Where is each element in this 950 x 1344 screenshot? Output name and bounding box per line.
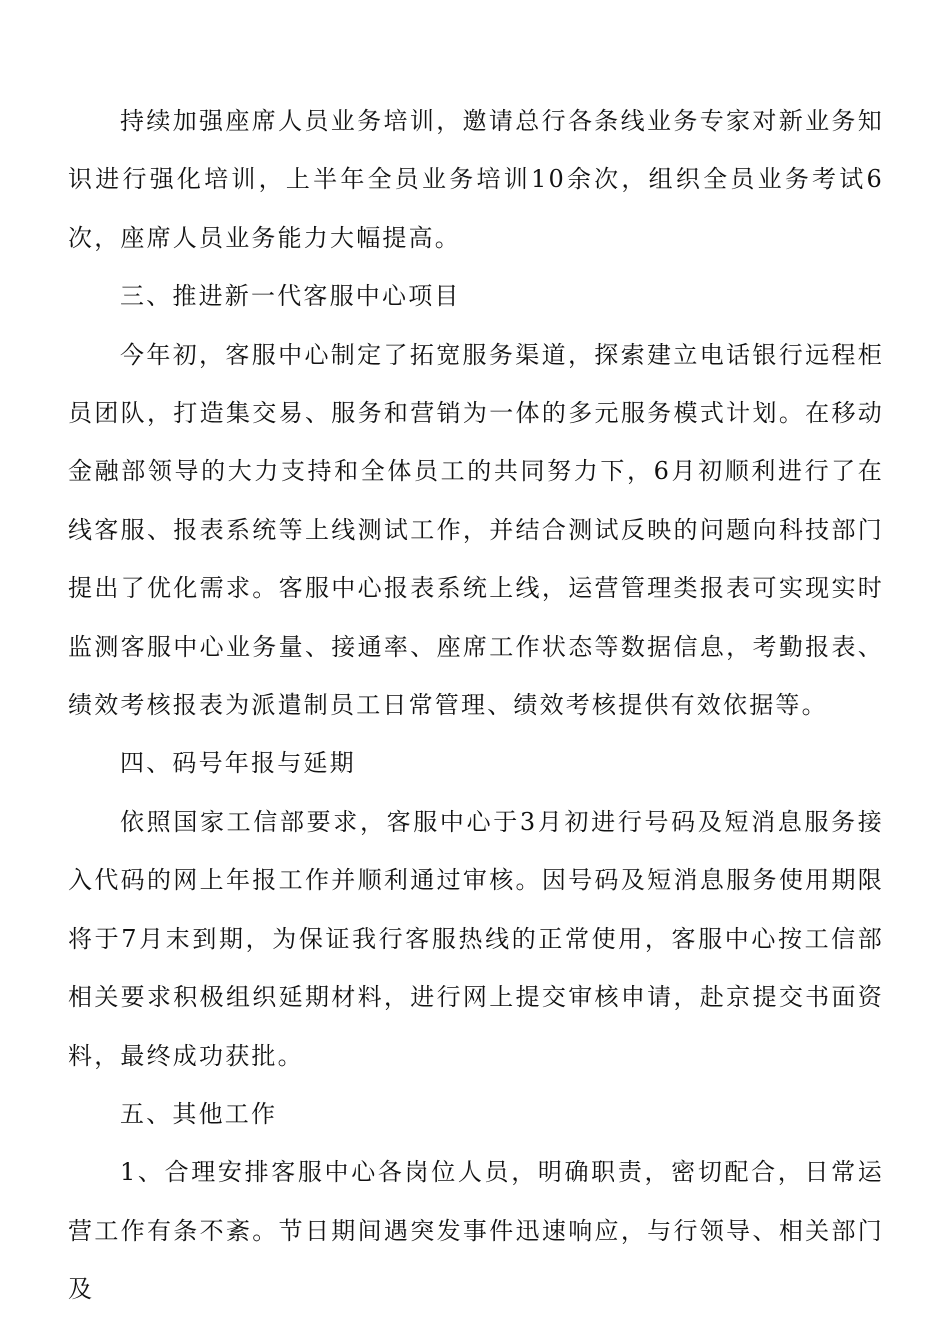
heading-section-3: 三、推进新一代客服中心项目 [120,282,461,311]
document-page [68,92,884,1319]
paragraph-other-work: 1、合理安排客服中心各岗位人员，明确职责，密切配合，日常运营工作有条不紊。节日期间遇突发事件迅速响应，与行领导、相关部门及 [68,1158,884,1304]
paragraph-annual-report: 依照国家工信部要求，客服中心于3月初进行号码及短消息服务接入代码的网上年报工作并顺利通过审核。因号码及短消息服务使用期限将于7月末到期，为保证我行客服热线的正常使用，客服中心按工信部相关要求积极组织延期材料，进行网上提交审核申请，赴京提交书面资料，最终成功获批。 [68,807,884,1070]
paragraph-service-center-project: 今年初，客服中心制定了拓宽服务渠道，探索建立电话银行远程柜员团队，打造集交易、服务和营销为一体的多元服务模式计划。在移动金融部领导的大力支持和全体员工的共同努力下，6月初顺利进行了在线客服、报表系统等上线测试工作，并结合测试反映的问题向科技部门提出了优化需求。客服中心报表系统上线，运营管理类报表可实现实时监测客服中心业务量、接通率、座席工作状态等数据信息，考勤报表、绩效考核报表为派遣制员工日常管理、绩效考核提供有效依据等。 [68,340,884,720]
heading-section-4: 四、码号年报与延期 [120,749,356,778]
heading-section-5: 五、其他工作 [120,1099,278,1128]
paragraph-training: 持续加强座席人员业务培训，邀请总行各条线业务专家对新业务知识进行强化培训，上半年全员业务培训10余次，组织全员业务考试6次，座席人员业务能力大幅提高。 [68,107,884,252]
